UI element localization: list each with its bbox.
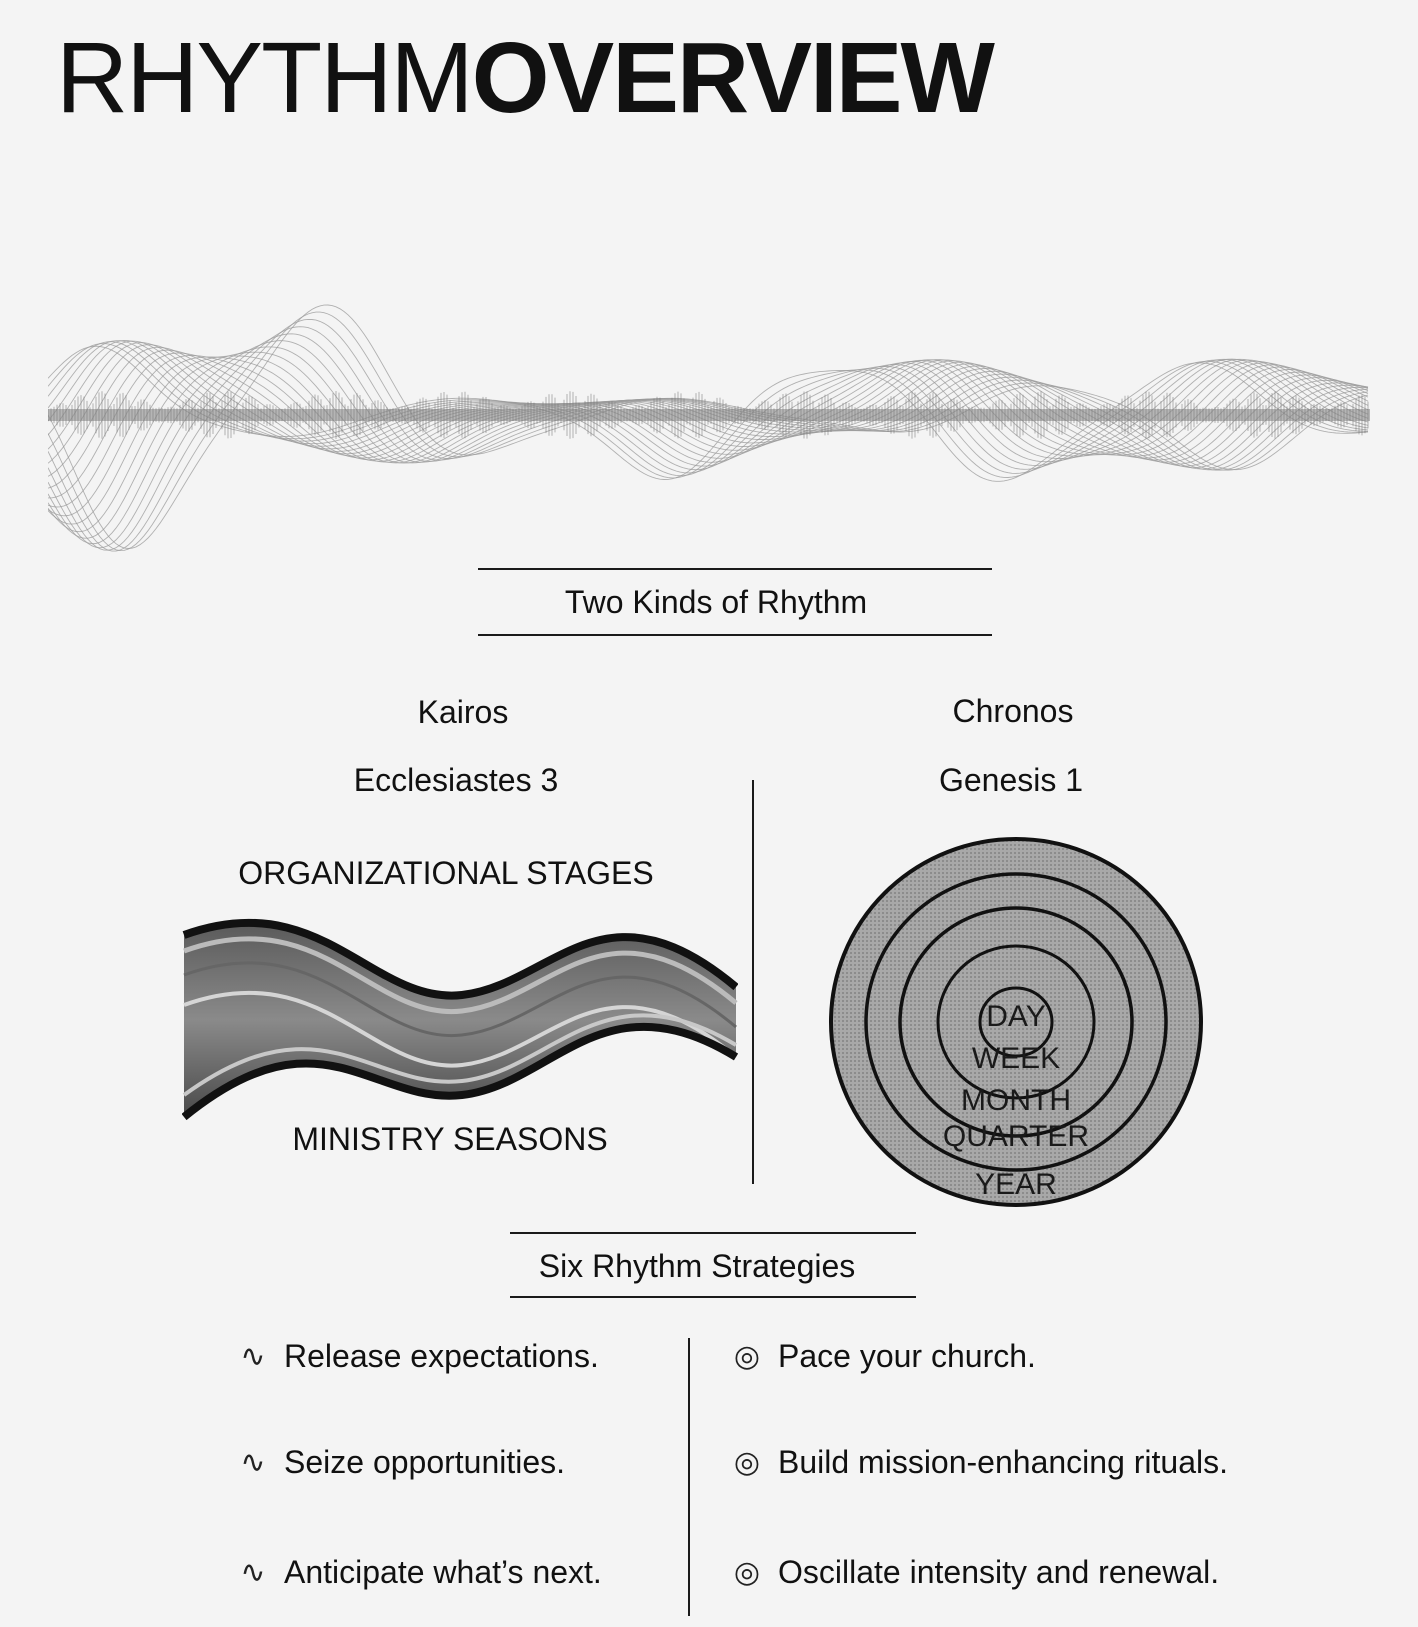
strategy-text: Release expectations. [284, 1338, 599, 1374]
section-heading-two-kinds: Two Kinds of Rhythm [564, 584, 868, 620]
strategy-text: Pace your church. [778, 1338, 1036, 1374]
strategy-text: Oscillate intensity and renewal. [778, 1554, 1220, 1590]
wave-icon: ∿ [240, 1446, 266, 1479]
heading-rule-bottom [478, 634, 992, 636]
ring-label-week: WEEK [971, 1042, 1061, 1075]
strategies-rule-bottom [510, 1296, 916, 1298]
strategy-item [730, 1444, 1228, 1481]
wave-icon: ∿ [240, 1556, 266, 1589]
page-title [56, 18, 993, 138]
kairos-wave-band [182, 895, 738, 1125]
strategy-item [730, 1338, 1036, 1375]
strategy-item [236, 1338, 599, 1375]
strategies-rule-top [510, 1232, 916, 1234]
ring-label-year: YEAR [975, 1168, 1057, 1201]
ring-label-month: MONTH [961, 1084, 1071, 1117]
waveform-line [48, 356, 1368, 524]
section-heading-six-strategies: Six Rhythm Strategies [538, 1248, 856, 1284]
strategies-divider [688, 1338, 690, 1616]
strategy-item [730, 1554, 1219, 1591]
waveform-line [48, 334, 1368, 548]
strategy-item [236, 1444, 565, 1481]
ring-label-quarter: QUARTER [942, 1120, 1090, 1153]
chronos-label: Chronos [952, 693, 1074, 729]
circle-icon: ◎ [733, 1446, 761, 1479]
strategy-text: Seize opportunities. [284, 1444, 566, 1480]
title-bold: OVERVIEW [471, 22, 993, 134]
kairos-label: Kairos [417, 694, 509, 730]
ring-label-day: DAY [986, 1000, 1046, 1033]
circle-icon: ◎ [733, 1556, 761, 1589]
strategy-text: Anticipate what’s next. [284, 1554, 602, 1590]
strategy-text: Build mission-enhancing rituals. [778, 1444, 1228, 1480]
chronos-concentric-circles [818, 828, 1214, 1216]
kairos-reference: Ecclesiastes 3 [353, 762, 559, 798]
chronos-reference: Genesis 1 [938, 762, 1084, 798]
column-divider-top [752, 780, 754, 1184]
strategy-item [236, 1554, 602, 1591]
heading-rule-top [478, 568, 992, 570]
organizational-stages-label: ORGANIZATIONAL STAGES [238, 855, 654, 891]
title-light: RHYTHM [56, 22, 472, 134]
circle-icon: ◎ [733, 1340, 761, 1373]
ministry-seasons-label: MINISTRY SEASONS [292, 1121, 608, 1157]
wave-icon: ∿ [240, 1340, 266, 1373]
